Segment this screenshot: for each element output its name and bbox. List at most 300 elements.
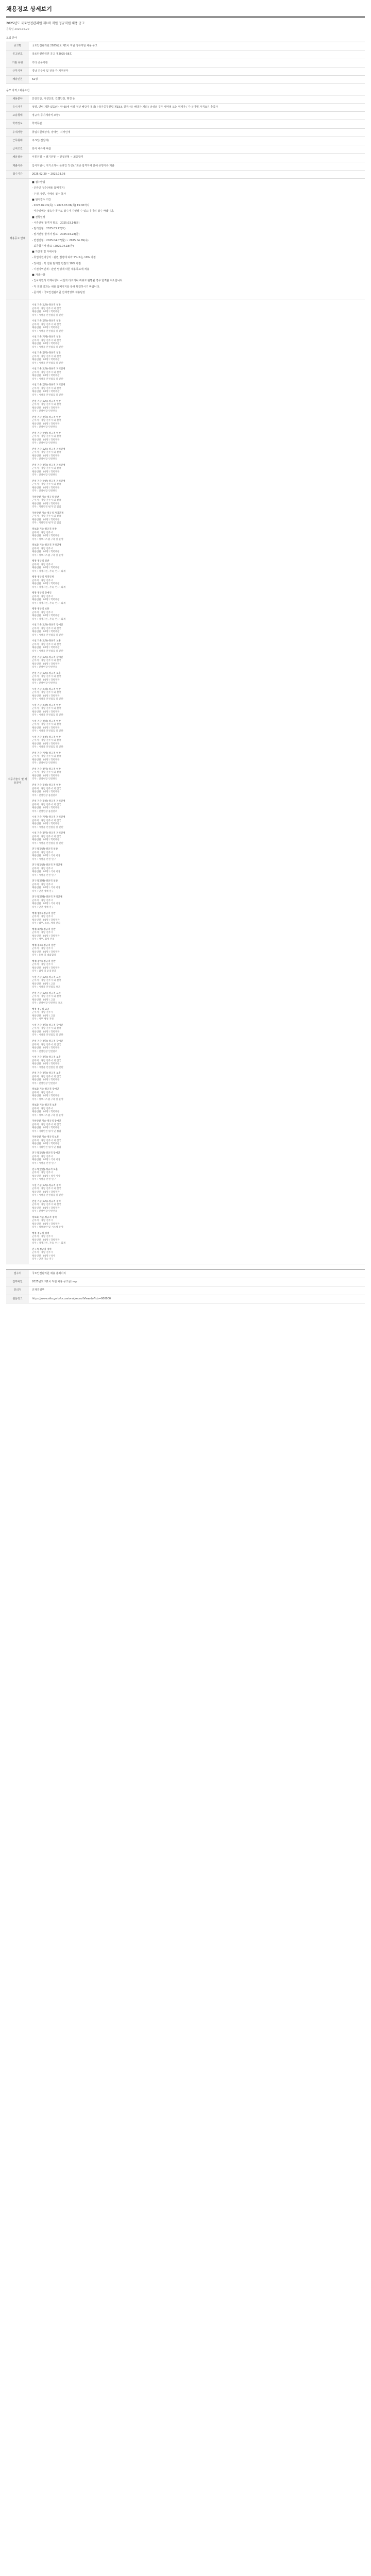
detail-row-label: 채용분야 [6, 95, 29, 103]
job-title: 행정-정규직 일반 [32, 560, 49, 563]
job-title: 건설 기술(토목)-정규직 경력 [32, 1200, 61, 1203]
job-title: 연구직(안전)-정규직 장애인 [32, 1152, 60, 1155]
job-item [32, 912, 362, 926]
job-item [32, 304, 362, 317]
job-item [32, 720, 362, 734]
notes-label: 채용공고 안내 [6, 179, 29, 299]
job-detail-line: 근무지 : 경남 진주시 외 전국 [32, 819, 61, 822]
detail-row [6, 170, 365, 178]
job-detail-line: 채용인원 : 00명 / 학력무관 [32, 1111, 60, 1114]
job-detail-line: 직무 : 시설물 안전점검 및 진단 [32, 1194, 63, 1197]
job-detail-line: 근무지 : 경남 진주시 [32, 611, 53, 614]
basic-info-row-value: 국토안전관리원 2025년도 제1차 직원 정규직원 채용 공고 [29, 42, 365, 50]
basic-info-row [6, 50, 365, 59]
basic-info-row [6, 42, 365, 50]
job-detail-line: 채용인원 : 00명 / 학력무관 [32, 438, 60, 442]
footer-section [6, 1269, 365, 1303]
detail-row [6, 95, 365, 103]
job-detail-line: 직무 : 시설물 안전점검 및 진단 [32, 714, 63, 717]
job-detail-line: 직무 : 건설현장 안전관리 [32, 426, 58, 429]
basic-info-table [6, 42, 365, 84]
detail-row-value: 서류전형 → 필기전형 → 면접전형 → 최종합격 [29, 154, 365, 162]
job-detail-line: 직무 : 건설현장 안전관리 [32, 762, 58, 765]
job-detail-line: 직무 : 건설현장 안전관리 [32, 666, 58, 669]
notes-paragraph: - 2025.02.20(목) ~ 2025.03.06(목) 15:00까지 [32, 204, 90, 208]
job-detail-line: 직무 : 시설물 안전 연구 [32, 858, 56, 861]
job-detail-line: 근무지 : 경남 진주시 외 전국 [32, 755, 61, 758]
job-title: 연구직(정책)-정규직 지역인재 [32, 896, 62, 899]
basic-info-row-label: 기관 유형 [6, 59, 29, 67]
job-detail-line: 근무지 : 경남 진주시 [32, 547, 53, 550]
job-detail-line: 근무지 : 경남 진주시 [32, 947, 53, 951]
footer-row-value[interactable]: https://www.alio.go.kr/occasional/recruitView.do?idx=000000 [29, 1295, 365, 1303]
job-title: 건설 기술(건축)-정규직 장애인 [32, 1040, 63, 1043]
job-detail-line: 직무 : 시설물 안전점검 보조 [32, 986, 61, 989]
detail-row [6, 128, 365, 137]
job-detail-line: 근무지 : 경남 진주시 외 전국 [32, 451, 61, 454]
job-item [32, 544, 362, 557]
job-item [32, 1136, 362, 1149]
job-detail-line: 채용인원 : 00명 / 학력무관 [32, 454, 60, 457]
job-detail-line: 직무 : 건설현장 품질관리 [32, 794, 58, 797]
footer-row-label: 문의처 [6, 1286, 29, 1295]
detail-table [6, 95, 365, 1264]
job-detail-line: 근무지 : 경남 진주시 [32, 579, 53, 582]
job-title: 시설 기술(건축)-정규직 장애인 [32, 1024, 63, 1027]
job-detail-line: 채용인원 : 00명 / 학력무관 [32, 1030, 60, 1033]
job-detail-line: 근무지 : 경남 진주시 [32, 1219, 53, 1223]
job-detail-line: 채용인원 : 00명 / 학력무관 [32, 422, 60, 426]
job-item [32, 528, 362, 541]
job-item [32, 512, 362, 526]
job-detail-line: 직무 : 시설물 안전점검 및 진단 [32, 346, 63, 349]
job-detail-line: 채용인원 : 00명 / 학력무관 [32, 551, 60, 554]
job-item [32, 400, 362, 414]
job-detail-line: 채용인원 : 00명 / 석사 이상 [32, 871, 61, 874]
job-detail-line: 채용인원 : 00명 / 학력무관 [32, 375, 60, 378]
job-detail-line: 근무지 : 경남 진주시 외 전국 [32, 355, 61, 358]
job-detail-line: 직무 : 경영지원, 기획, 인사, 회계 [32, 586, 66, 589]
job-detail-line: 직무 : 지하안전 평가 및 점검 [32, 506, 61, 509]
job-detail-line: 근무지 : 경남 진주시 외 전국 [32, 371, 61, 374]
job-detail-line: 근무지 : 경남 진주시 외 전국 [32, 1059, 61, 1062]
job-detail-line: 근무지 : 경남 진주시 외 전국 [32, 467, 61, 470]
job-title: 시설 기술(기계)-정규직 일반 [32, 336, 61, 339]
job-item [32, 864, 362, 877]
job-detail-line: 채용인원 : 00명 / 석사 이상 [32, 903, 61, 906]
job-title: 시설 기술(전기)-정규직 지역인재 [32, 832, 65, 835]
job-item [32, 1056, 362, 1070]
job-detail-line: 채용인원 : 00명 / 학력무관 [32, 663, 60, 666]
notes-paragraph: - 우편, 방문, 이메일 접수 불가 [32, 192, 66, 196]
job-detail-line: 직무 : 건설현장 안전관리 [32, 490, 58, 493]
job-item [32, 592, 362, 605]
announcement-title: 2025년도 국토안전관리원 제1차 직원 정규직원 채용 공고 [6, 21, 85, 25]
job-title: 지하안전 기술-정규직 일반 [32, 496, 59, 499]
detail-row-label: 채용절차 [6, 154, 29, 162]
job-title: 행정-정규직 고졸 [32, 1008, 49, 1011]
job-item [32, 480, 362, 494]
job-detail-line: 근무지 : 경남 진주시 외 전국 [32, 643, 61, 646]
job-detail-line: 직무 : 감사 및 윤리경영 [32, 970, 56, 973]
basic-info-heading: 모집 분야 [6, 36, 17, 40]
detail-row [6, 154, 365, 162]
job-detail-line: 근무지 : 경남 진주시 외 전국 [32, 403, 61, 406]
job-item [32, 576, 362, 589]
registered-date: 등록일 2025.02.20 [6, 27, 29, 31]
job-detail-line: 근무지 : 경남 진주시 외 전국 [32, 675, 61, 679]
job-title: 건설 기술(건축)-정규직 지역인재 [32, 464, 65, 467]
job-title: 건설 기술(토목)-정규직 고졸 [32, 992, 61, 995]
job-title: 연구직(정책)-정규직 일반 [32, 880, 58, 883]
job-title: 건설 기술(전기)-정규직 일반 [32, 768, 61, 771]
job-detail-line: 채용인원 : 00명 / 학력무관 [32, 502, 60, 505]
job-detail-line: 채용인원 : 00명 / 박사 [32, 1255, 55, 1258]
job-item [32, 688, 362, 702]
job-item [32, 1232, 362, 1246]
detail-row-value: 성별, 연령 제한 없음(단, 만 60세 이상 정년 해당자 제외) / 국가공무원법 제33조 결격사유 해당자 제외 / 남성의 경우 병역필 또는 면제자 / 각 분야별 자격요건 충족자 [29, 103, 365, 111]
job-title: 시설 기술(토목)-정규직 고졸 [32, 976, 61, 979]
notes-paragraph: - 장애인 : 각 전형 단계별 만점의 10% 가점 [32, 262, 81, 265]
job-detail-line: 직무 : 안전 정책 연구 [32, 890, 54, 893]
job-detail-line: 근무지 : 경남 진주시 외 전국 [32, 339, 61, 342]
job-detail-line: 채용인원 : 00명 / 학력무관 [32, 1191, 60, 1194]
notes-paragraph: - 필기전형 합격자 발표 : 2025.03.28(금) [32, 233, 80, 236]
basic-info-section [6, 37, 365, 84]
job-detail-line: 채용인원 : 00명 / 학력무관 [32, 1127, 60, 1130]
job-title: 지하안전 기술-정규직 보훈 [32, 1136, 59, 1139]
job-detail-line: 채용인원 : 00명 / 학력무관 [32, 742, 60, 745]
job-title: 시설 기술(조경)-정규직 일반 [32, 688, 61, 691]
job-detail-line: 직무 : 건설현장 안전관리 보조 [32, 1002, 63, 1005]
job-item [32, 1248, 362, 1262]
basic-info-row-label: 근무지역 [6, 67, 29, 75]
job-detail-line: 채용인원 : 00명 / 석사 이상 [32, 887, 61, 890]
job-detail-line: 채용인원 : 00명 / 학력무관 [32, 583, 60, 586]
job-detail-line: 채용인원 : 00명 / 학력무관 [32, 1079, 60, 1082]
job-detail-line: 채용인원 : 00명 / 고졸 [32, 982, 55, 986]
job-detail-line: 근무지 : 경남 진주시 [32, 1011, 53, 1014]
detail-row-value: 학력무관 [29, 120, 365, 128]
basic-info-row-label: 공고번호 [6, 50, 29, 59]
job-title: 정보화 기술-정규직 지역인재 [32, 544, 61, 547]
job-item [32, 736, 362, 750]
notes-paragraph: - 이전지역인재 : 관련 법령에 따른 채용목표제 적용 [32, 267, 90, 271]
job-title: 정보화 기술-정규직 경력 [32, 1216, 57, 1219]
job-detail-line: 직무 : 시설물 안전점검 및 진단 [32, 314, 63, 317]
notes-paragraph: ■ 가산점 및 우대사항 [32, 250, 57, 254]
detail-row-label: 접수기간 [6, 170, 29, 178]
basic-info-row [6, 59, 365, 67]
job-detail-line: 채용인원 : 00명 / 학력무관 [32, 967, 60, 970]
job-detail-line: 직무 : 법무, 소송, 계약 관리 [32, 922, 60, 925]
job-detail-line: 직무 : 건설현장 품질관리 [32, 810, 58, 813]
job-item [32, 960, 362, 974]
job-title: 정보화 기술-정규직 장애인 [32, 1088, 59, 1091]
job-item [32, 352, 362, 365]
job-detail-line: 채용인원 : 00명 / 학력무관 [32, 359, 60, 362]
notes-paragraph: ■ 기타사항 [32, 274, 45, 277]
job-detail-line: 직무 : 시설물 안전 연구 [32, 874, 56, 877]
job-title: 시설 기술(소방)-정규직 일반 [32, 704, 61, 707]
job-item [32, 336, 362, 349]
detail-row-label: 제출서류 [6, 162, 29, 170]
job-detail-line: 직무 : 지하안전 평가 및 점검 [32, 1130, 61, 1133]
job-detail-line: 직무 : 시설물 안전점검 및 진단 [32, 730, 63, 733]
job-detail-line: 채용인원 : 00명 / 학력무관 [32, 391, 60, 394]
job-item [32, 320, 362, 333]
job-detail-line: 채용인원 : 00명 / 학력무관 [32, 710, 60, 714]
job-item [32, 768, 362, 782]
job-detail-line: 직무 : 정보시스템 구축 및 운영 [32, 1114, 63, 1117]
basic-info-row-label: 채용인원 [6, 76, 29, 84]
job-detail-line: 채용인원 : 00명 / 학력무관 [32, 406, 60, 410]
job-detail-line: 채용인원 : 00명 / 학력무관 [32, 486, 60, 489]
job-title: 건설 기술(건축)-정규직 보훈 [32, 1072, 61, 1075]
job-item [32, 928, 362, 942]
job-detail-line: 근무지 : 경남 진주시 [32, 883, 53, 886]
basic-info-row [6, 67, 365, 75]
job-title: 시설 기술(건축)-정규직 지역인재 [32, 384, 65, 387]
detail-row [6, 112, 365, 120]
job-detail-line: 근무지 : 경남 진주시 외 전국 [32, 387, 61, 390]
job-title: 건설 기술(토목)-정규직 일반 [32, 400, 61, 403]
job-detail-line: 직무 : 시설물 안전점검 및 진단 [32, 698, 63, 701]
job-detail-line: 채용인원 : 00명 / 학력무관 [32, 567, 60, 570]
notes-paragraph: - 입사지원서 기재사항이 사실과 다르거나 허위로 판명될 경우 합격을 취소합니다. [32, 279, 124, 283]
detail-row-label: 우대사항 [6, 128, 29, 137]
job-detail-line: 근무지 : 경남 진주시 외 전국 [32, 1139, 61, 1142]
job-item [32, 1008, 362, 1022]
job-title: 시설 기술(통신)-정규직 일반 [32, 736, 61, 739]
job-detail-line: 직무 : 건설현장 안전관리 [32, 410, 58, 413]
job-detail-line: 근무지 : 경남 진주시 [32, 931, 53, 935]
footer-row-value: 인재경영부 [29, 1286, 365, 1295]
job-detail-line: 직무 : 시설물 안전점검 및 진단 [32, 650, 63, 653]
job-detail-line: 근무지 : 경남 진주시 외 전국 [32, 835, 61, 838]
job-item [32, 1104, 362, 1117]
job-title: 시설 기술(토목)-정규직 경력 [32, 1184, 61, 1187]
job-detail-line: 근무지 : 경남 진주시 [32, 1251, 53, 1255]
job-detail-line: 직무 : 시설물 안전점검 및 진단 [32, 634, 63, 637]
job-detail-line: 근무지 : 경남 진주시 외 전국 [32, 1075, 61, 1078]
job-detail-line: 채용인원 : 00명 / 학력무관 [32, 1207, 60, 1210]
job-detail-line: 직무 : 시설물 안전점검 및 진단 [32, 378, 63, 381]
footer-row [6, 1278, 365, 1286]
job-item [32, 1200, 362, 1214]
job-detail-line: 직무 : 경영지원, 기획, 인사, 회계 [32, 602, 66, 605]
notes-content [29, 179, 365, 299]
job-item [32, 944, 362, 958]
job-detail-line: 직무 : 경영지원, 기획, 인사, 회계 [32, 618, 66, 621]
job-detail-line: 직무 : 지하안전 평가 및 점검 [32, 522, 61, 525]
job-item [32, 704, 362, 718]
job-title: 시설 기술(전기)-정규직 일반 [32, 352, 61, 355]
job-detail-line: 직무 : 재무, 회계 관리 [32, 938, 55, 941]
job-detail-line: 근무지 : 경남 진주시 외 전국 [32, 1123, 61, 1126]
job-title: 정보화 기술-정규직 일반 [32, 528, 57, 531]
detail-row [6, 145, 365, 154]
footer-row [6, 1295, 365, 1303]
notes-paragraph: - 최종합격자 발표 : 2025.04.18(금) [32, 244, 74, 248]
job-detail-line: 채용인원 : 00명 / 학력무관 [32, 823, 60, 826]
job-detail-line: 채용인원 : 00명 / 학력무관 [32, 919, 60, 922]
job-detail-line: 채용인원 : 00명 / 학력무관 [32, 1223, 60, 1226]
job-detail-line: 근무지 : 경남 진주시 외 전국 [32, 435, 61, 438]
job-item [32, 800, 362, 814]
jobs-row [6, 299, 365, 1264]
job-detail-line: 근무지 : 경남 진주시 외 전국 [32, 1188, 61, 1191]
job-detail-line: 직무 : 건설현장 안전관리 [32, 1050, 58, 1053]
jobs-label: 직무기술서 및 채용분야 [6, 299, 29, 1264]
job-detail-line: 근무지 : 경남 진주시 외 전국 [32, 499, 61, 502]
job-detail-line: 직무 : 홍보 및 대외협력 [32, 954, 56, 957]
job-title: 행정-정규직 경력 [32, 1232, 49, 1235]
job-item [32, 1120, 362, 1133]
detail-row [6, 162, 365, 170]
title-bar [6, 5, 365, 18]
job-detail-line: 근무지 : 경남 진주시 외 전국 [32, 771, 61, 774]
job-detail-line: 직무 : 건설현장 안전관리 [32, 458, 58, 461]
job-detail-line: 채용인원 : 00명 / 학력무관 [32, 679, 60, 682]
job-detail-line: 채용인원 : 00명 / 학력무관 [32, 518, 60, 521]
job-title: 시설 기술(토목)-정규직 일반 [32, 304, 61, 307]
job-item [32, 1072, 362, 1086]
basic-info-row-value: 기타 공공기관 [29, 59, 365, 67]
job-detail-line: 근무지 : 경남 진주시 [32, 1091, 53, 1094]
job-item [32, 896, 362, 909]
job-detail-line: 채용인원 : 00명 / 학력무관 [32, 758, 60, 761]
job-detail-line: 근무지 : 경남 진주시 [32, 899, 53, 902]
job-detail-line: 채용인원 : 00명 / 학력무관 [32, 535, 60, 538]
job-detail-line: 채용인원 : 00명 / 고졸 [32, 998, 55, 1002]
job-item [32, 384, 362, 397]
job-title: 연구직(안전)-정규직 보훈 [32, 1168, 58, 1171]
job-title: 건설 기술(기계)-정규직 일반 [32, 752, 61, 755]
job-title: 연구직-정규직 경력 [32, 1248, 52, 1251]
basic-info-row-value: 62명 [29, 76, 365, 84]
job-detail-line: 근무지 : 경남 진주시 외 전국 [32, 307, 61, 310]
job-item [32, 880, 362, 893]
job-detail-line: 근무지 : 경남 진주시 [32, 563, 53, 566]
detail-row [6, 103, 365, 111]
notes-paragraph: - 면접전형 : 2025.04.07(월) ~ 2025.04.09(수) [32, 239, 89, 242]
job-detail-line: 채용인원 : 00명 / 학력무관 [32, 311, 60, 314]
job-detail-line: 근무지 : 경남 진주시 외 전국 [32, 787, 61, 790]
job-detail-line: 채용인원 : 00명 / 학력무관 [32, 791, 60, 794]
job-item [32, 1024, 362, 1038]
job-item [32, 368, 362, 381]
job-detail-line: 근무지 : 경남 진주시 외 전국 [32, 1204, 61, 1207]
job-detail-line: 근무지 : 경남 진주시 외 전국 [32, 323, 61, 326]
job-detail-line: 채용인원 : 00명 / 학력무관 [32, 839, 60, 842]
job-title: 행정(홍보)-정규직 일반 [32, 944, 56, 947]
notes-paragraph: ■ 전형일정 [32, 215, 45, 219]
job-title: 지하안전 기술-정규직 지역인재 [32, 512, 63, 515]
footer-row [6, 1286, 365, 1295]
job-title: 시설 기술(설비)-정규직 일반 [32, 720, 61, 723]
job-detail-line: 직무 : 경영지원, 기획, 인사, 회계 [32, 570, 66, 573]
job-item [32, 656, 362, 670]
job-detail-line: 채용인원 : 00명 / 학력무관 [32, 694, 60, 698]
job-detail-line: 직무 : 지하안전 평가 및 점검 [32, 1146, 61, 1149]
job-detail-line: 직무 : 건설현장 안전관리 [32, 474, 58, 477]
job-detail-line: 채용인원 : 00명 / 학력무관 [32, 343, 60, 346]
job-title: 연구직(안전)-정규직 일반 [32, 848, 58, 851]
detail-row-value: 취업지원대상자, 장애인, 지역인재 [29, 128, 365, 137]
job-item [32, 992, 362, 1006]
job-item [32, 608, 362, 621]
job-detail-line: 채용인원 : 00명 / 석사 이상 [32, 1159, 61, 1162]
job-title: 시설 기술(기계)-정규직 지역인재 [32, 816, 65, 819]
job-detail-line: 근무지 : 경남 진주시 [32, 867, 53, 870]
job-title: 행정(회계)-정규직 일반 [32, 928, 56, 931]
notes-paragraph: - 온라인 접수(채용 홈페이지) [32, 187, 65, 190]
job-detail-line: 근무지 : 경남 진주시 [32, 916, 53, 919]
job-item [32, 848, 362, 861]
job-detail-line: 근무지 : 경남 진주시 [32, 595, 53, 598]
job-detail-line: 직무 : 시설물 안전점검 및 진단 [32, 362, 63, 365]
job-detail-line: 채용인원 : 00명 / 학력무관 [32, 807, 60, 810]
detail-row-value: 2025.02.20 ~ 2025.03.06 [29, 170, 365, 178]
job-detail-line: 채용인원 : 00명 / 학력무관 [32, 935, 60, 938]
job-title: 건설 기술(품질)-정규직 지역인재 [32, 800, 65, 803]
job-title: 시설 기술(토목)-정규직 보훈 [32, 640, 61, 643]
job-item [32, 1168, 362, 1182]
job-detail-line: 채용인원 : 00명 / 학력무관 [32, 726, 60, 730]
job-detail-line: 근무지 : 경남 진주시 외 전국 [32, 723, 61, 726]
footer-table [6, 1269, 365, 1303]
basic-info-row-value: 경남 진주시 및 전국 각 지역본부 [29, 67, 365, 75]
job-detail-line: 채용인원 : 00명 / 학력무관 [32, 1143, 60, 1146]
job-detail-line: 직무 : 시설물 안전점검 및 진단 [32, 1034, 63, 1037]
job-item [32, 560, 362, 573]
job-item [32, 1088, 362, 1101]
detail-row [6, 120, 365, 128]
job-detail-line: 근무지 : 경남 진주시 [32, 851, 53, 854]
job-detail-line: 근무지 : 경남 진주시 외 전국 [32, 483, 61, 486]
job-detail-line: 직무 : 시설물 안전점검 및 진단 [32, 330, 63, 333]
job-detail-line: 근무지 : 경남 진주시 외 전국 [32, 995, 61, 998]
job-detail-line: 직무 : 정보시스템 구축 및 운영 [32, 538, 63, 541]
job-title: 행정-정규직 지역인재 [32, 576, 54, 579]
job-item [32, 416, 362, 430]
detail-row-label: 급여조건 [6, 145, 29, 154]
job-detail-line: 근무지 : 경남 진주시 외 전국 [32, 627, 61, 630]
job-detail-line: 근무지 : 경남 진주시 외 전국 [32, 419, 61, 422]
detail-section [6, 89, 365, 1264]
detail-row-label: 응시자격 [6, 103, 29, 111]
detail-row-label: 고용형태 [6, 112, 29, 120]
job-detail-line: 직무 : 시설물 안전점검 및 진단 [32, 826, 63, 829]
job-title: 시설 기술(건축)-정규직 보훈 [32, 1056, 61, 1059]
job-item [32, 1184, 362, 1198]
job-detail-line: 직무 : 시설물 안전점검 및 진단 [32, 746, 63, 749]
job-detail-line: 직무 : 경영지원, 기획, 인사, 회계 [32, 1242, 66, 1245]
job-detail-line: 직무 : 정보보안 및 시스템 운영 [32, 1226, 63, 1229]
job-detail-line: 근무지 : 경남 진주시 [32, 963, 53, 967]
job-item [32, 832, 362, 845]
job-detail-line: 채용인원 : 00명 / 고졸 [32, 1014, 55, 1018]
detail-heading: 응모 자격 / 채용조건 [6, 89, 30, 93]
job-detail-line: 직무 : 건설현장 안전관리 [32, 442, 58, 445]
job-detail-line: 직무 : 건설현장 안전관리 [32, 1210, 58, 1213]
job-item [32, 496, 362, 510]
notes-row [6, 179, 365, 299]
job-title: 건설 기술(건축)-정규직 일반 [32, 416, 61, 419]
job-detail-line: 채용인원 : 00명 / 학력무관 [32, 1063, 60, 1066]
job-detail-line: 채용인원 : 00명 / 학력무관 [32, 774, 60, 777]
